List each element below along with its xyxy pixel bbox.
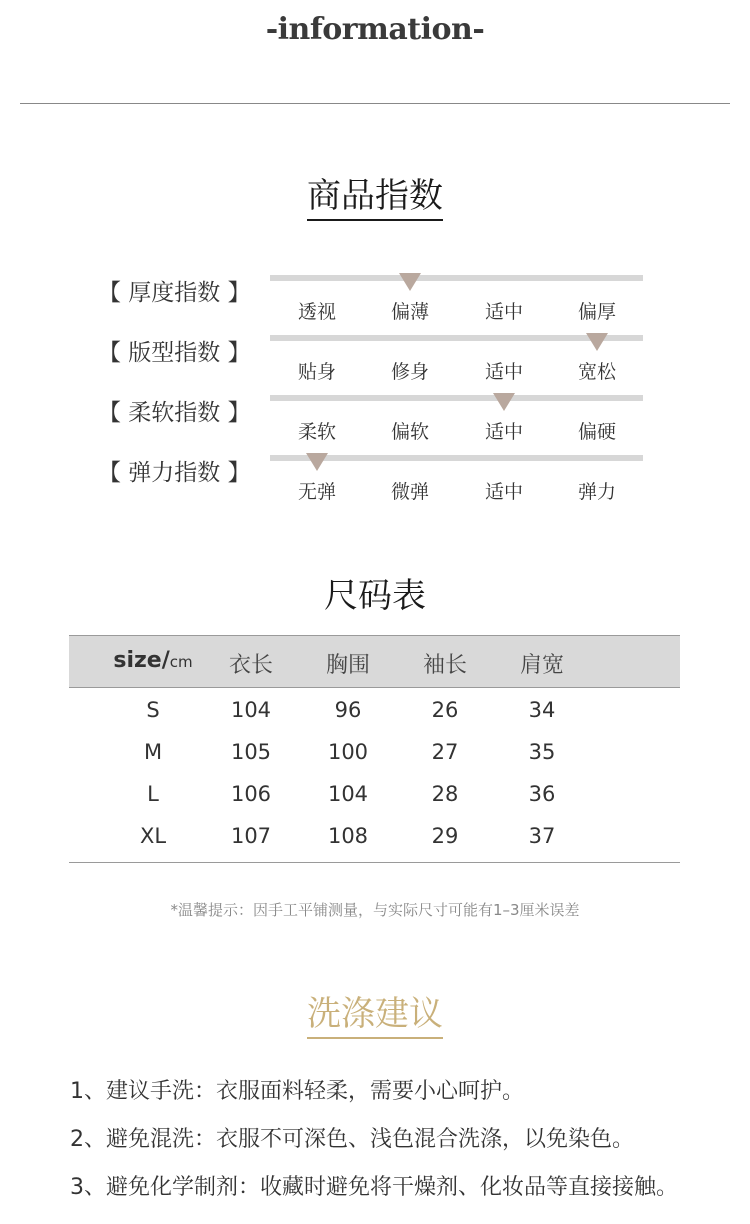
size-label-cell: XL [139,824,167,848]
table-row [69,772,680,814]
index-scale-bar [270,395,643,401]
index-level-label: 适中 [484,481,523,503]
size-table [69,635,680,863]
list-item: 3、避免化学制剂：收藏时避免将干燥剂、化妆品等直接接触。 [70,1175,678,1200]
index-marker-icon [306,453,328,471]
table-cell: 106 [230,782,272,806]
index-row [0,333,750,393]
table-cell: 107 [230,824,272,848]
index-level-label: 偏薄 [390,301,429,323]
index-row [0,453,750,513]
table-cell: 104 [230,698,272,722]
table-cell: 34 [528,698,556,722]
index-row [0,393,750,453]
index-level-label: 偏硬 [577,421,616,443]
index-level-label: 偏软 [390,421,429,443]
table-cell: 29 [431,824,459,848]
table-cell: 36 [528,782,556,806]
size-header-unit: cm [169,653,193,671]
header-title: -information- [265,12,485,47]
table-row [69,688,680,730]
index-level-label: 适中 [484,361,523,383]
product-index-title [0,168,750,221]
index-row [0,273,750,333]
index-level-label: 修身 [390,361,429,383]
index-label: 【 厚度指数 】 [98,280,251,306]
table-cell: 105 [230,740,272,764]
index-level-label: 偏厚 [577,301,616,323]
table-row [69,730,680,772]
washing-title [0,986,750,1039]
index-marker-icon [586,333,608,351]
list-item: 2、避免混洗：衣服不可深色、浅色混合洗涤，以免染色。 [70,1127,634,1152]
index-level-label: 透视 [297,301,336,323]
table-cell: 35 [528,740,556,764]
size-table-body [69,688,680,863]
index-level-label: 贴身 [297,361,336,383]
table-cell: 28 [431,782,459,806]
index-scale-bar [270,275,643,281]
index-level-label: 适中 [484,301,523,323]
index-marker-icon [493,393,515,411]
size-column-header: 袖长 [422,653,467,678]
size-label-cell: M [143,740,163,764]
measurement-note: *温馨提示：因手工平铺测量，与实际尺寸可能有1–3厘米误差 [170,901,580,919]
index-marker-icon [399,273,421,291]
table-cell: 37 [528,824,556,848]
product-index-title-text: 商品指数 [307,168,443,221]
index-level-label: 柔软 [297,421,336,443]
index-level-label: 适中 [484,421,523,443]
size-column-header: 衣长 [228,653,273,678]
size-label-cell: L [147,782,159,806]
index-level-label: 宽松 [577,361,616,383]
table-cell: 104 [327,782,369,806]
index-level-label: 弹力 [577,481,616,503]
index-label: 【 弹力指数 】 [98,460,251,486]
size-table-header [69,635,680,688]
size-header-label: size/ [113,648,170,673]
size-header-cell [103,648,203,673]
size-chart-title [0,568,750,619]
index-label: 【 版型指数 】 [98,340,251,366]
table-cell: 27 [431,740,459,764]
table-cell: 96 [334,698,362,722]
index-level-label: 无弹 [297,481,336,503]
header-divider [20,103,730,104]
table-cell: 100 [327,740,369,764]
size-label-cell: S [146,698,160,722]
size-chart-title-text: 尺码表 [324,576,426,616]
list-item: 1、建议手洗：衣服面料轻柔，需要小心呵护。 [70,1079,524,1104]
table-cell: 108 [327,824,369,848]
index-level-label: 微弹 [390,481,429,503]
size-column-header: 肩宽 [519,653,564,678]
size-column-header: 胸围 [325,653,370,678]
table-cell: 26 [431,698,459,722]
washing-title-text: 洗涤建议 [307,986,443,1039]
table-row [69,814,680,856]
index-label: 【 柔软指数 】 [98,400,251,426]
